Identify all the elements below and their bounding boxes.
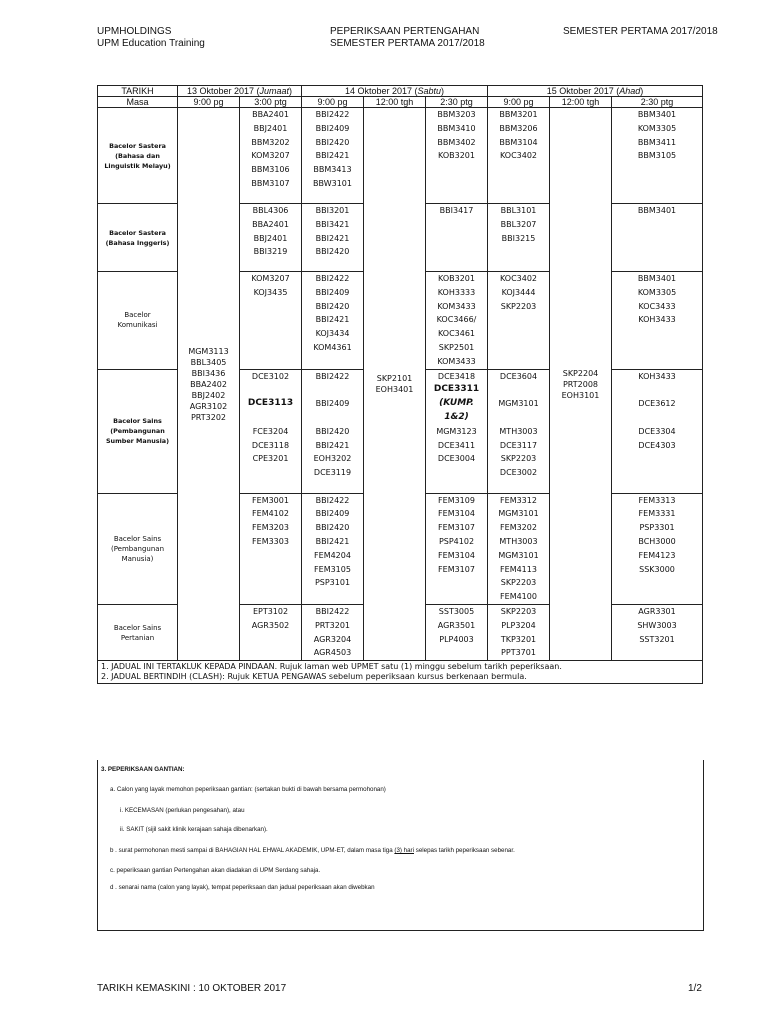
time-slot: 2:30 ptg <box>612 97 703 108</box>
notes-cell <box>98 661 703 684</box>
exam-codes-14oct-230pm: BBI3417 <box>426 204 488 272</box>
exam-schedule-table <box>97 85 703 684</box>
exam-codes-14oct-230pm: FEM3109 FEM3104 FEM3107 PSP4102 FEM3104 FEM3107 <box>426 493 488 604</box>
exam-codes-14oct-230pm: DCE3418 DCE3311 (KUMP. 1&2) MGM3123 DCE3411 DCE3004 <box>426 369 488 493</box>
exam-codes-14oct-230pm: KOB3201 KOH3333 KOM3433 KOC3466/ KOC3461 SKP2501 KOM3433 <box>426 272 488 370</box>
program-name: Bacelor Sains (Pembangunan Sumber Manusia) <box>98 369 178 493</box>
exam-codes-15oct-9am: BBL3101 BBL3207 BBI3215 <box>488 204 550 272</box>
date-14-oct: 14 Oktober 2017 (Sabtu) <box>302 86 488 97</box>
replacement-item-c: c. peperiksaan gantian Pertengahan akan diadakan di UPM Serdang sahaja. <box>110 867 321 874</box>
exam-codes-14oct-230pm: SST3005 AGR3501 PLP4003 <box>426 604 488 660</box>
program-name: Bacelor Sastera (Bahasa Inggeris) <box>98 204 178 272</box>
exam-codes-15oct-230pm: FEM3313 FEM3331 PSP3301 BCH3000 FEM4123 SSK3000 <box>612 493 703 604</box>
exam-title-line1: PEPERIKSAAN PERTENGAHAN <box>330 26 480 37</box>
exam-codes-15oct-9am: FEM3312 MGM3101 FEM3202 MTH3003 MGM3101 FEM4113 SKP2203 FEM4100 <box>488 493 550 604</box>
exam-codes-13oct-3pm: BBL4306 BBA2401 BBJ2401 BBI3219 <box>240 204 302 272</box>
time-header-row <box>98 97 703 108</box>
time-slot: 12:00 tgh <box>550 97 612 108</box>
exam-codes-13oct-3pm: FEM3001 FEM4102 FEM3203 FEM3303 <box>240 493 302 604</box>
semester-label: SEMESTER PERTAMA 2017/2018 <box>563 26 718 37</box>
exam-codes-15oct-9am: BBM3201 BBM3206 BBM3104 KOC3402 <box>488 108 550 204</box>
replacement-exam-box <box>97 760 704 931</box>
time-slot: 3:00 ptg <box>240 97 302 108</box>
exam-codes-14oct-9am: BBI2422 BBI2409 BBI2420 BBI2421 EOH3202 DCE3119 <box>302 369 364 493</box>
exam-codes-15oct-9am: DCE3604 MGM3101 MTH3003 DCE3117 SKP2203 DCE3002 <box>488 369 550 493</box>
exam-codes-14oct-9am: BBI2422 PRT3201 AGR3204 AGR4503 <box>302 604 364 660</box>
org-name: UPMHOLDINGS <box>97 26 172 37</box>
exam-codes-13oct-3pm: KOM3207 KOJ3435 <box>240 272 302 370</box>
exam-codes-14oct-9am: BBI2422 BBI2409 BBI2420 BBI2421 BBM3413 BBW3101 <box>302 108 364 204</box>
notes-row <box>98 661 703 684</box>
date-15-oct: 15 Oktober 2017 (Ahad) <box>488 86 703 97</box>
exam-codes-15oct-230pm: AGR3301 SHW3003 SST3201 <box>612 604 703 660</box>
tarikh-label: TARIKH <box>98 86 178 97</box>
exam-codes-15oct-230pm: BBM3401 KOM3305 BBM3411 BBM3105 <box>612 108 703 204</box>
time-slot: 2:30 ptg <box>426 97 488 108</box>
page-number: 1/2 <box>688 983 702 994</box>
shared-13oct-9am-cell: MGM3113 BBL3405 BBI3436 BBA2402 BBJ2402 AGR3102 PRT3202 <box>178 108 240 661</box>
time-slot: 9:00 pg <box>302 97 364 108</box>
replacement-item-a-i: i. KECEMASAN (perlukan pengesahan), atau <box>120 807 245 814</box>
replacement-item-d: d . senarai nama (calon yang layak), tempat peperiksaan dan jadual peperiksaan akan diwebkan <box>110 884 375 891</box>
last-updated: TARIKH KEMASKINI : 10 OKTOBER 2017 <box>97 983 287 994</box>
program-name: Bacelor Komunikasi <box>98 272 178 370</box>
program-name: Bacelor Sains Pertanian <box>98 604 178 660</box>
exam-codes-13oct-3pm: DCE3102 DCE3113 FCE3204 DCE3118 CPE3201 <box>240 369 302 493</box>
exam-codes-15oct-9am: SKP2203 PLP3204 TKP3201 PPT3701 <box>488 604 550 660</box>
program-name: Bacelor Sains (Pembangunan Manusia) <box>98 493 178 604</box>
replacement-item-a-ii: ii. SAKIT (sijil sakit klinik kerajaan sahaja dibenarkan). <box>120 826 268 833</box>
exam-codes-14oct-9am: BBI2422 BBI2409 BBI2420 BBI2421 KOJ3434 KOM4361 <box>302 272 364 370</box>
shared-15oct-12pm-cell: SKP2204 PRT2008 EOH3101 <box>550 108 612 661</box>
time-slot: 12:00 tgh <box>364 97 426 108</box>
exam-codes-13oct-3pm: BBA2401 BBJ2401 BBM3202 KOM3207 BBM3106 BBM3107 <box>240 108 302 204</box>
note-2: 2. JADUAL BERTINDIH (CLASH): Rujuk KETUA PENGAWAS sebelum peperiksaan kursus berkenaan bermula. <box>101 672 527 682</box>
replacement-item-a: a. Calon yang layak memohon peperiksaan gantian: (sertakan bukti di bawah bersama permohonan) <box>110 786 386 793</box>
exam-codes-14oct-9am: BBI2422 BBI2409 BBI2420 BBI2421 FEM4204 FEM3105 PSP3101 <box>302 493 364 604</box>
exam-codes-14oct-9am: BBI3201 BBI3421 BBI2421 BBI2420 <box>302 204 364 272</box>
time-slot: 9:00 pg <box>488 97 550 108</box>
exam-codes-15oct-230pm: BBM3401 KOM3305 KOC3433 KOH3433 <box>612 272 703 370</box>
replacement-item-b: b . surat permohonan mesti sampai di BAHAGIAN HAL EHWAL AKADEMIK, UPM-ET, dalam masa tiga (3) hari selepas tarikh peperiksaan sebenar. <box>110 847 515 854</box>
org-header <box>97 26 205 50</box>
exam-codes-14oct-230pm: BBM3203 BBM3410 BBM3402 KOB3201 <box>426 108 488 204</box>
program-name: Bacelor Sastera (Bahasa dan Linguistik Melayu) <box>98 108 178 204</box>
exam-title-line2: SEMESTER PERTAMA 2017/2018 <box>330 38 485 49</box>
exam-title <box>330 26 485 50</box>
time-slot: 9:00 pg <box>178 97 240 108</box>
shared-14oct-12pm-cell: SKP2101 EOH3401 <box>364 108 426 661</box>
exam-codes-15oct-230pm: BBM3401 <box>612 204 703 272</box>
masa-label: Masa <box>98 97 178 108</box>
program-row <box>98 108 703 204</box>
exam-codes-13oct-3pm: EPT3102 AGR3502 <box>240 604 302 660</box>
date-header-row <box>98 86 703 97</box>
date-13-oct: 13 Oktober 2017 (Jumaat) <box>178 86 302 97</box>
exam-codes-15oct-230pm: KOH3433 DCE3612 DCE3304 DCE4303 <box>612 369 703 493</box>
replacement-title: 3. PEPERIKSAAN GANTIAN: <box>101 766 185 773</box>
exam-codes-15oct-9am: KOC3402 KOJ3444 SKP2203 <box>488 272 550 370</box>
org-subname: UPM Education Training <box>97 38 205 49</box>
note-1: 1. JADUAL INI TERTAKLUK KEPADA PINDAAN. Rujuk laman web UPMET satu (1) minggu sebelum tarikh peperiksaan. <box>101 662 562 672</box>
